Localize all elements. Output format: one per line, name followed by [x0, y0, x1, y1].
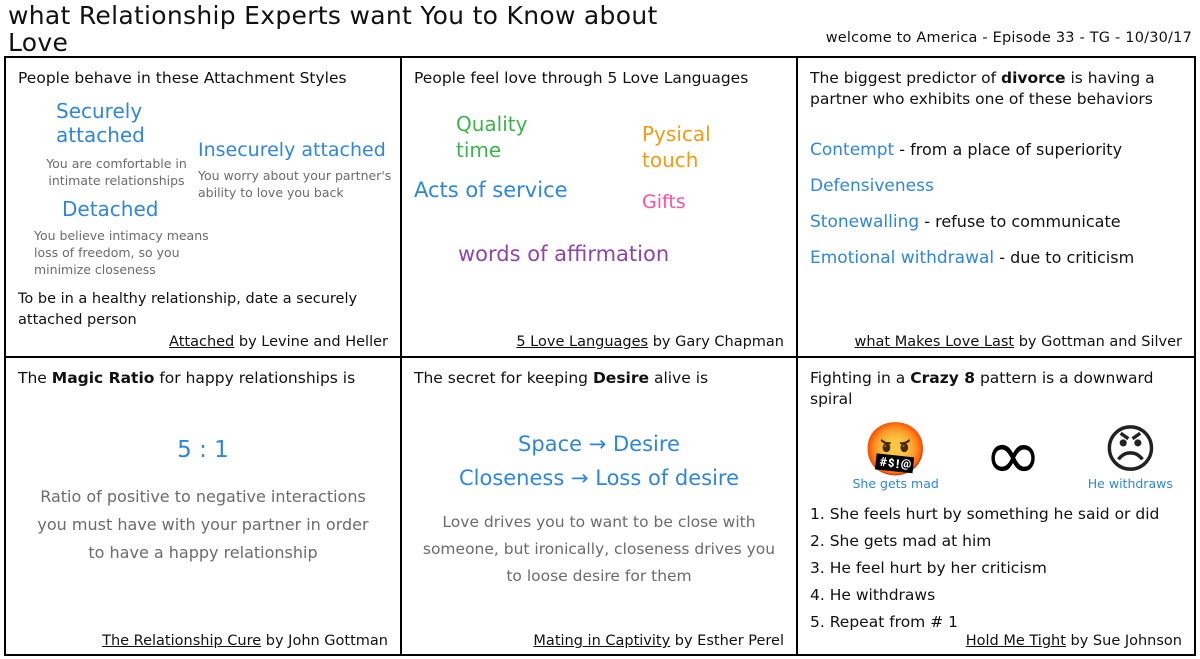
behavior-name: Emotional withdrawal	[810, 248, 995, 268]
crazy8-heading-part2: pattern is a downward spiral	[810, 369, 1154, 408]
desire-description: Love drives you to want to be close with someone, but ironically, closeness drives you to loose desire for them	[422, 513, 776, 585]
divorce-heading	[810, 68, 1182, 110]
behavior-tail: - refuse to communicate	[919, 212, 1121, 231]
divorce-heading-bold: divorce	[1001, 69, 1066, 87]
attachment-insecurely-label: Insecurely attached	[198, 139, 386, 161]
crazy8-caption-she: She gets mad	[852, 476, 939, 491]
source-book-title: 5 Love Languages	[516, 334, 649, 350]
source-author: by Gottman and Silver	[1014, 334, 1182, 350]
attachment-footer: To be in a healthy relationship, date a securely attached person	[18, 291, 358, 328]
card-desire	[402, 358, 798, 655]
magic-ratio-description: Ratio of positive to negative interactions you must have with your partner in order to have a happy relationship	[37, 487, 369, 562]
source-divorce	[854, 334, 1182, 350]
source-author: by Gary Chapman	[648, 334, 784, 350]
source-author: by Levine and Heller	[234, 334, 388, 350]
desire-heading	[414, 368, 784, 389]
header	[4, 2, 1196, 56]
source-book-title: Mating in Captivity	[533, 633, 671, 649]
crazy8-diagram	[810, 414, 1182, 496]
behavior-name: Defensiveness	[810, 176, 934, 196]
source-crazy8	[966, 633, 1182, 649]
angry-shouting-face-icon: 🤬	[863, 420, 929, 480]
source-book-title: what Makes Love Last	[854, 334, 1015, 350]
magic-ratio-heading-bold: Magic Ratio	[51, 369, 155, 387]
source-desire	[533, 633, 784, 649]
crazy8-heading-bold: Crazy 8	[910, 369, 976, 387]
crazy8-steps	[810, 501, 1182, 636]
crazy8-caption-he: He withdraws	[1087, 476, 1173, 491]
love-language-quality-time: Quality time	[456, 112, 528, 162]
love-language-words-of-affirmation: words of affirmation	[458, 242, 670, 266]
episode-label: welcome to America - Episode 33 - TG - 10/30/17	[825, 30, 1192, 46]
card-attachment-styles	[6, 58, 402, 358]
behavior-tail: - from a place of superiority	[894, 140, 1123, 159]
behavior-contempt	[810, 132, 1182, 168]
crazy8-step: 3. He feel hurt by her criticism	[810, 559, 1047, 577]
attachment-diagram	[18, 89, 392, 328]
attachment-insecurely-desc: You worry about your partner's ability to love you back	[198, 168, 392, 200]
card-magic-ratio	[6, 358, 402, 655]
card-love-languages	[402, 58, 798, 358]
attachment-detached-desc: You believe intimacy means loss of freedom, so you minimize closeness	[34, 228, 209, 277]
desire-line-closeness: Closeness → Loss of desire	[458, 466, 740, 490]
crazy8-step: 1. She feels hurt by something he said or did	[810, 505, 1160, 523]
magic-ratio-heading-part2: for happy relationships is	[154, 369, 356, 387]
love-language-physical-touch: Pysical touch	[642, 122, 711, 172]
attachment-securely-desc: You are comfortable in intimate relationships	[46, 156, 187, 188]
source-love-languages	[516, 334, 784, 350]
crazy8-step: 2. She gets mad at him	[810, 532, 992, 550]
crazy8-step: 5. Repeat from # 1	[810, 613, 958, 631]
love-languages-cloud	[414, 103, 784, 313]
crazy8-he	[1079, 422, 1182, 491]
page-title: what Relationship Experts want You to Know about Love	[8, 1, 658, 57]
divorce-behavior-list	[810, 132, 1182, 276]
magic-ratio-heading-part1: The	[18, 369, 52, 387]
love-language-gifts: Gifts	[642, 191, 686, 213]
attachment-detached-label: Detached	[62, 197, 159, 221]
divorce-heading-part2: is having a partner who exhibits one of these behaviors	[810, 69, 1155, 108]
source-author: by Sue Johnson	[1065, 633, 1182, 649]
desire-line-space: Space → Desire	[518, 432, 680, 456]
desire-equations	[414, 427, 784, 495]
behavior-stonewalling	[810, 204, 1182, 240]
source-book-title: The Relationship Cure	[102, 633, 262, 649]
magic-ratio-heading	[18, 368, 388, 389]
content-grid	[4, 56, 1196, 656]
source-author: by John Gottman	[261, 633, 388, 649]
angry-face-icon: 😠	[1103, 420, 1158, 480]
magic-ratio-value: 5 : 1	[177, 437, 229, 463]
source-book-title: Attached	[169, 334, 235, 350]
source-author: by Esther Perel	[670, 633, 784, 649]
crazy8-step: 4. He withdraws	[810, 586, 936, 604]
attachment-securely-label: Securely attached	[56, 99, 145, 147]
behavior-name: Stonewalling	[810, 212, 920, 232]
crazy8-heading-part1: Fighting in a	[810, 369, 911, 387]
desire-heading-bold: Desire	[592, 369, 650, 387]
infinity-icon: ∞	[983, 414, 1043, 496]
desire-heading-part1: The secret for keeping	[414, 369, 593, 387]
attachment-heading: People behave in these Attachment Styles	[18, 69, 347, 87]
love-languages-heading: People feel love through 5 Love Languages	[414, 69, 749, 87]
crazy8-she	[844, 422, 947, 491]
divorce-heading-part1: The biggest predictor of	[810, 69, 1001, 87]
behavior-name: Contempt	[810, 140, 895, 160]
crazy8-heading	[810, 368, 1182, 410]
desire-heading-part2: alive is	[649, 369, 709, 387]
behavior-defensiveness	[810, 168, 1182, 204]
behavior-tail: - due to criticism	[994, 248, 1135, 267]
behavior-emotional-withdrawal	[810, 240, 1182, 276]
source-attachment	[169, 334, 388, 350]
card-crazy-eight	[798, 358, 1194, 655]
card-divorce-predictors	[798, 58, 1194, 358]
source-magic-ratio	[102, 633, 388, 649]
source-book-title: Hold Me Tight	[965, 633, 1066, 649]
love-language-acts-of-service: Acts of service	[414, 178, 568, 202]
